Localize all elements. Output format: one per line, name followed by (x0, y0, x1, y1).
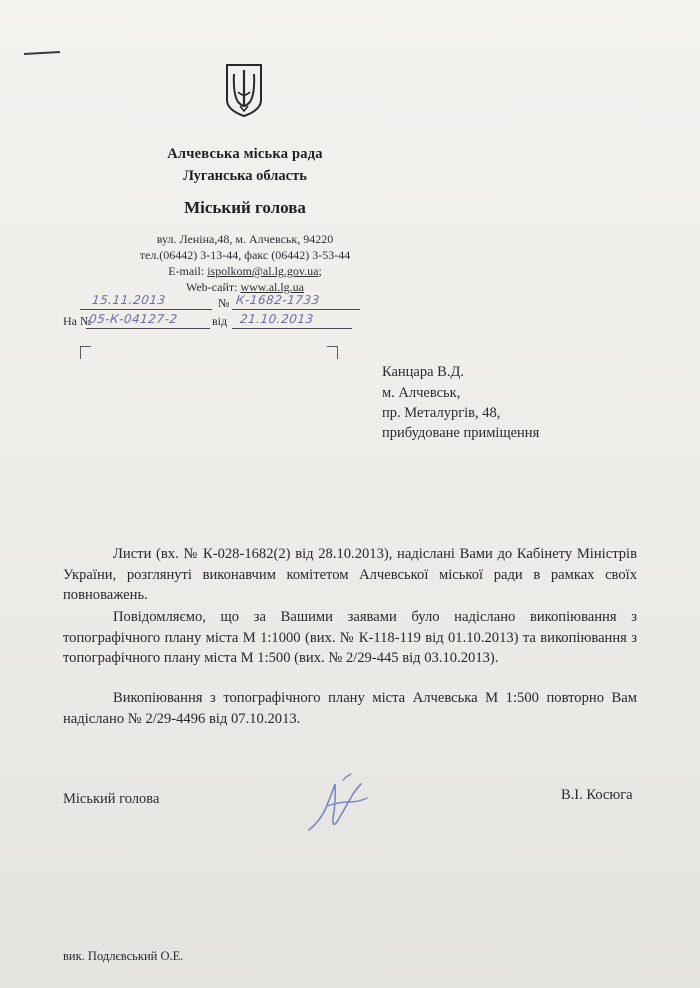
outgoing-date: 15.11.2013 (91, 293, 167, 307)
from-label: від (212, 314, 228, 328)
org-name: Алчевська міська рада (167, 146, 323, 162)
reply-to-number-line (86, 328, 210, 329)
recipient-street: пр. Металургів, 48, (382, 405, 501, 421)
handwritten-signature-icon (305, 772, 375, 836)
recipient-name: Канцара В.Д. (382, 364, 464, 380)
trident-emblem-icon (224, 62, 264, 118)
signatory-name: В.І. Косюга (561, 787, 633, 803)
address-window-corner-left (80, 346, 91, 359)
email-label: E-mail: (168, 264, 205, 278)
body-paragraph-1: Листи (вх. № К-028-1682(2) від 28.10.2013), надіслані Вами до Кабінету Міністрів України, розглянуті виконавчим комітетом Алчевської міської ради в рамках своїх повноважень. (63, 546, 637, 603)
org-address: вул. Леніна,48, м. Алчевськ, 94220 (156, 232, 334, 246)
letterhead-title: Міський голова (184, 198, 306, 217)
email-link[interactable]: ispolkom@al.lg.gov.ua (207, 264, 319, 278)
number-label: № (218, 296, 230, 310)
reply-to-date-line (232, 328, 352, 329)
address-window-corner-right (327, 346, 338, 359)
body-paragraph-2: Повідомляємо, що за Вашими заявами було надіслано викопіювання з топографічного плану міста М 1:1000 (вих. № К-118-119 від 01.10.2013) та викопіювання з топографічного плану міста М 1:500 (вих. № 2/29-445 від 03.10.2013). (63, 609, 637, 666)
org-email-line (100, 264, 390, 279)
email-suffix: ; (318, 264, 322, 278)
recipient-city: м. Алчевськ, (382, 385, 461, 401)
org-region: Луганська область (183, 168, 307, 184)
recipient-premises: прибудоване приміщення (382, 425, 540, 441)
website-link[interactable]: www.al.lg.ua (240, 280, 305, 294)
outgoing-number-line (232, 309, 360, 310)
website-label: Web-сайт: (185, 280, 238, 294)
body-paragraph-3: Викопіювання з топографічного плану міста Алчевська М 1:500 повторно Вам надіслано № 2/29-4496 від 07.10.2013. (63, 690, 637, 727)
signatory-position: Міський голова (63, 791, 160, 807)
reply-to-date: 21.10.2013 (239, 312, 315, 326)
org-phone: тел.(06442) 3-13-44, факс (06442) 3-53-44 (139, 248, 351, 262)
outgoing-date-line (80, 309, 212, 310)
pen-mark (24, 51, 60, 55)
reply-to-number: 05-К-04127-2 (88, 312, 179, 326)
outgoing-number: К-1682-1733 (235, 293, 321, 307)
executor-note: вик. Подлєвський О.Е. (63, 949, 184, 963)
reply-to-label: На № (63, 314, 92, 328)
